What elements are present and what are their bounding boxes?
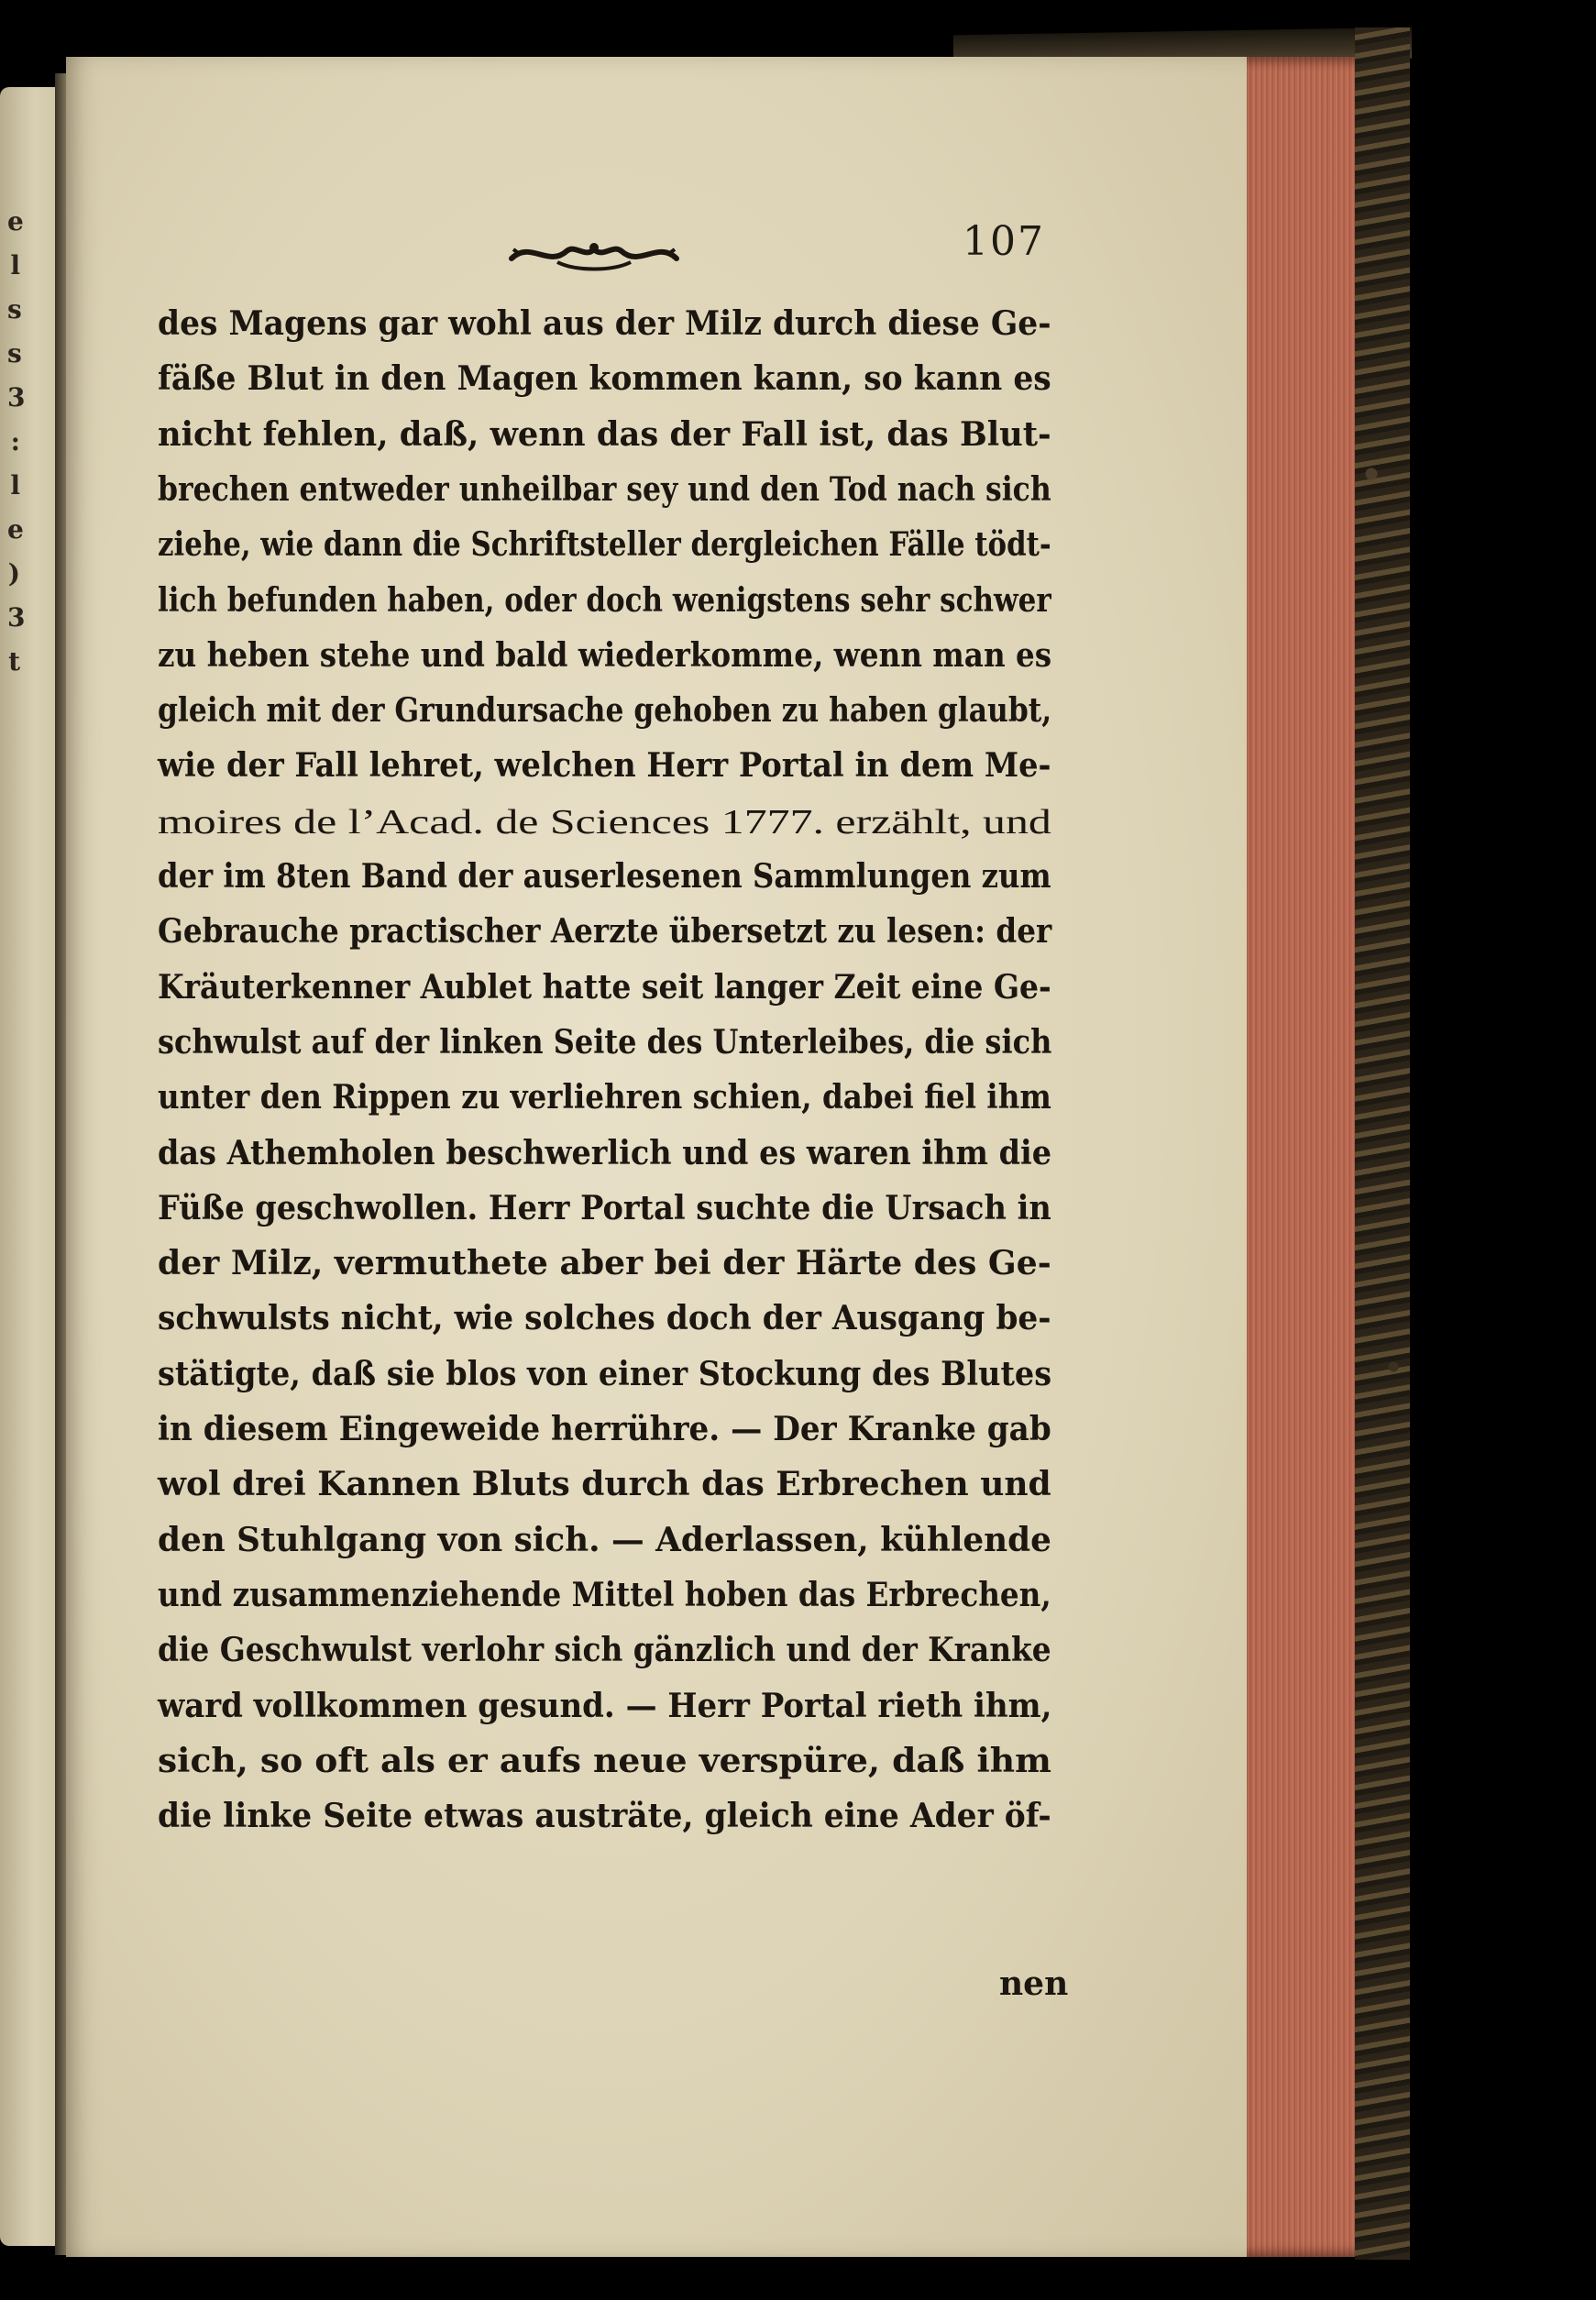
- text-line: moires de l’Acad. de Sciences 1777. erzählt, und: [158, 802, 1051, 842]
- text-line: schwulsts nicht, wie solches doch der Ausgang be-: [158, 1299, 1051, 1338]
- text-line: des Magens gar wohl aus der Milz durch diese Ge-: [158, 304, 1051, 343]
- previous-page-char: 3: [7, 382, 26, 413]
- text-line: das Athemholen beschwerlich und es waren ihm die: [158, 1133, 1052, 1172]
- text-line: in diesem Eingeweide herrühre. — Der Kranke gab: [158, 1410, 1051, 1448]
- text-line: brechen entweder unheilbar sey und den Tod nach sich: [158, 469, 1051, 509]
- previous-page-char: e: [7, 206, 24, 237]
- text-line: zu heben stehe und bald wiederkomme, wenn man es: [158, 635, 1052, 675]
- previous-page-char: l: [10, 470, 20, 501]
- text-line: stätigte, daß sie blos von einer Stockung des Blutes: [158, 1354, 1052, 1393]
- previous-page-char: :: [10, 426, 20, 457]
- text-line: die Geschwulst verlohr sich gänzlich und der Kranke: [158, 1631, 1051, 1670]
- text-line: wie der Fall lehret, welchen Herr Portal in dem Me-: [158, 746, 1051, 786]
- previous-page-char: s: [7, 338, 22, 369]
- previous-page-char: e: [7, 514, 24, 545]
- text-line: wol drei Kannen Bluts durch das Erbrechen und: [158, 1465, 1051, 1504]
- text-line: Füße geschwollen. Herr Portal suchte die Ursach in: [158, 1188, 1051, 1227]
- catchword: nen: [999, 1964, 1069, 2003]
- previous-page-char: 3: [7, 602, 26, 633]
- page-block-edge: [1247, 57, 1357, 2257]
- text-line: den Stuhlgang von sich. — Aderlassen, kühlende: [158, 1520, 1051, 1559]
- previous-page-text-fragments: [0, 87, 55, 2246]
- text-line: Gebrauche practischer Aerzte übersetzt zu lesen: der: [158, 912, 1052, 952]
- text-line: ziehe, wie dann die Schriftsteller dergleichen Fälle tödt-: [158, 525, 1051, 565]
- previous-page-char: ): [7, 558, 20, 589]
- text-line: ward vollkommen gesund. — Herr Portal rieth ihm,: [158, 1686, 1052, 1725]
- fleuron-ornament: [502, 231, 686, 275]
- text-line: der Milz, vermuthete aber bei der Härte des Ge-: [158, 1244, 1051, 1283]
- text-line: sich, so oft als er aufs neue verspüre, daß ihm: [158, 1741, 1051, 1780]
- text-line: unter den Rippen zu verliehren schien, dabei fiel ihm: [158, 1078, 1051, 1117]
- previous-page-char: l: [10, 250, 20, 281]
- text-line: lich befunden haben, oder doch wenigstens sehr schwer: [158, 580, 1051, 620]
- text-line: Kräuterkenner Aublet hatte seit langer Zeit eine Ge-: [158, 967, 1051, 1007]
- previous-page-char: s: [7, 294, 22, 325]
- text-line: der im 8ten Band der auserlesenen Sammlungen zum: [158, 857, 1051, 896]
- text-line: nicht fehlen, daß, wenn das der Fall ist, das Blut-: [158, 414, 1051, 454]
- text-line: schwulst auf der linken Seite des Unterleibes, die sich: [158, 1022, 1052, 1062]
- text-line: und zusammenziehende Mittel hoben das Erbrechen,: [158, 1575, 1051, 1614]
- previous-page-char: t: [8, 646, 20, 677]
- text-line: gleich mit der Grundursache gehoben zu haben glaubt,: [158, 691, 1052, 731]
- previous-page-edge: [0, 87, 62, 2246]
- page-number: 107: [963, 218, 1045, 265]
- text-line: fäße Blut in den Magen kommen kann, so kann es: [158, 359, 1051, 399]
- marbled-cover-board: [1355, 28, 1410, 2260]
- text-line: die linke Seite etwas austräte, gleich eine Ader öf-: [158, 1797, 1051, 1836]
